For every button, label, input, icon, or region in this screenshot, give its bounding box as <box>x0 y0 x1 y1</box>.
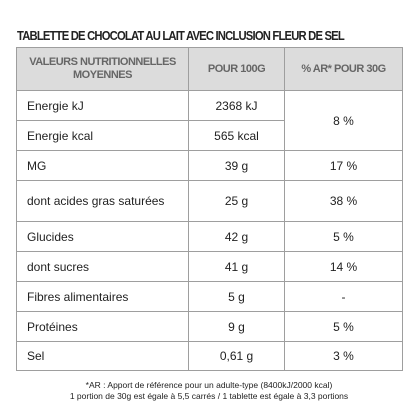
header-row <box>17 48 403 91</box>
row-label: Fibres alimentaires <box>17 282 189 312</box>
table-row-sel <box>17 342 403 371</box>
row-label: Glucides <box>17 222 189 252</box>
row-label: Protéines <box>17 312 189 342</box>
footnote-ar-definition: *AR : Apport de référence pour un adulte-type (8400kJ/2000 kcal) <box>85 380 333 390</box>
row-ar: 38 % <box>285 181 403 222</box>
row-label: MG <box>17 151 189 181</box>
table-row-fibres <box>17 282 403 312</box>
footnote-portion-info: 1 portion de 30g est égale à 5,5 carrés / 1 tablette est égale à 3,3 portions <box>69 391 349 401</box>
row-value: 41 g <box>189 252 285 282</box>
row-value: 5 g <box>189 282 285 312</box>
row-value: 565 kcal <box>189 121 285 151</box>
row-label: dont acides gras saturées <box>17 181 189 222</box>
header-nutrient: VALEURS NUTRITIONNELLES MOYENNES <box>17 48 189 91</box>
row-value: 9 g <box>189 312 285 342</box>
row-value: 2368 kJ <box>189 91 285 121</box>
row-ar: 5 % <box>285 312 403 342</box>
table-row-sucres <box>17 252 403 282</box>
row-ar: 3 % <box>285 342 403 371</box>
row-label: dont sucres <box>17 252 189 282</box>
row-label: Sel <box>17 342 189 371</box>
nutrition-table <box>16 47 403 371</box>
table-row-mg <box>17 151 403 181</box>
table-body <box>17 91 403 371</box>
row-value: 42 g <box>189 222 285 252</box>
table-row-acides-gras <box>17 181 403 222</box>
header-ar-30g: % AR* POUR 30G <box>285 48 403 91</box>
table-row-proteines <box>17 312 403 342</box>
page-title: TABLETTE DE CHOCOLAT AU LAIT AVEC INCLUSION FLEUR DE SEL <box>17 29 344 43</box>
row-label: Energie kcal <box>17 121 189 151</box>
table-row-energie-kj <box>17 91 403 121</box>
row-ar: 8 % <box>285 91 403 151</box>
row-ar: 17 % <box>285 151 403 181</box>
row-ar: - <box>285 282 403 312</box>
row-value: 0,61 g <box>189 342 285 371</box>
row-value: 39 g <box>189 151 285 181</box>
row-ar: 5 % <box>285 222 403 252</box>
row-label: Energie kJ <box>17 91 189 121</box>
table-row-glucides <box>17 222 403 252</box>
header-per-100g: POUR 100G <box>189 48 285 91</box>
footnote <box>16 380 402 402</box>
table-header <box>17 48 403 91</box>
row-value: 25 g <box>189 181 285 222</box>
row-ar: 14 % <box>285 252 403 282</box>
